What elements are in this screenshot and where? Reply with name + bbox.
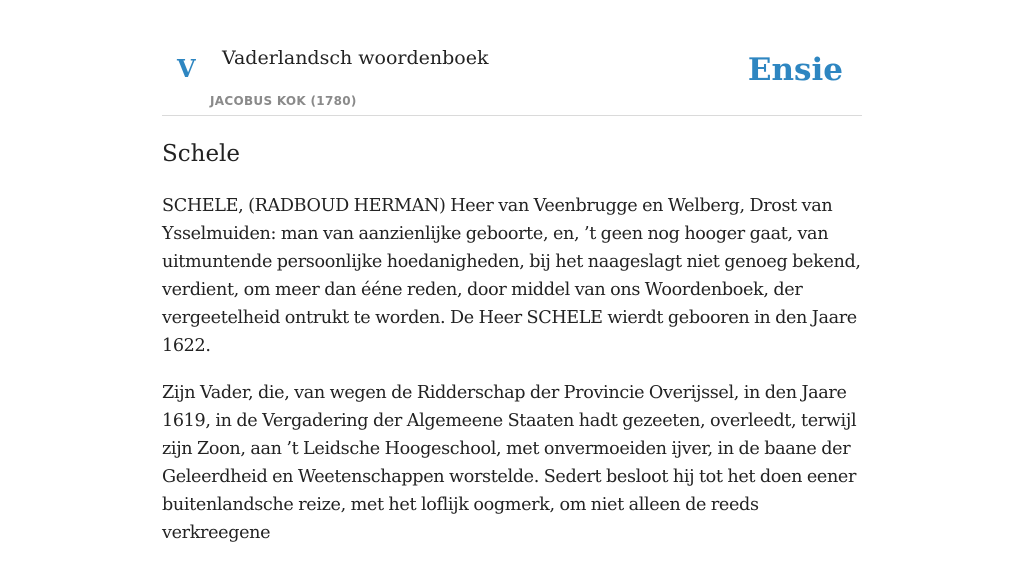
header — [162, 0, 862, 116]
author-line: JACOBUS KOK (1780) — [210, 94, 357, 108]
entry-paragraph: Zijn Vader, die, van wegen de Ridderschap der Provincie Overijssel, in den Jaare 1619, in de Vergadering der Algemeene Staaten hadt gezeeten, overleedt, terwijl zijn Zoon, aan ’t Leidsche Hoogeschool, met onvermoeiden ijver, in de baane der Geleerdheid en Weetenschappen worstelde. Sedert besloot hij tot het doen eener buitenlandsche reize, met het loflijk oogmerk, om niet alleen de reeds verkreegene — [162, 383, 857, 543]
ensie-logo-link[interactable]: Ensie — [747, 52, 843, 88]
entry-title: Schele — [162, 141, 241, 167]
page — [162, 0, 862, 543]
entry-body — [162, 192, 862, 566]
book-letter-badge[interactable]: V — [177, 54, 196, 83]
book-title-link[interactable]: Vaderlandsch woordenboek — [222, 47, 489, 69]
entry-paragraph: SCHELE, (RADBOUD HERMAN) Heer van Veenbrugge en Welberg, Drost van Ysselmuiden: man van aanzienlijke geboorte, en, ’t geen nog hooger gaat, van uitmuntende persoonlijke hoedanigheden, bij het naageslagt niet genoeg bekend, verdient, om meer dan ééne reden, door middel van ons Woordenboek, der vergeetelheid ontrukt te worden. De Heer SCHELE wierdt gebooren in den Jaare 1622. — [162, 196, 861, 356]
